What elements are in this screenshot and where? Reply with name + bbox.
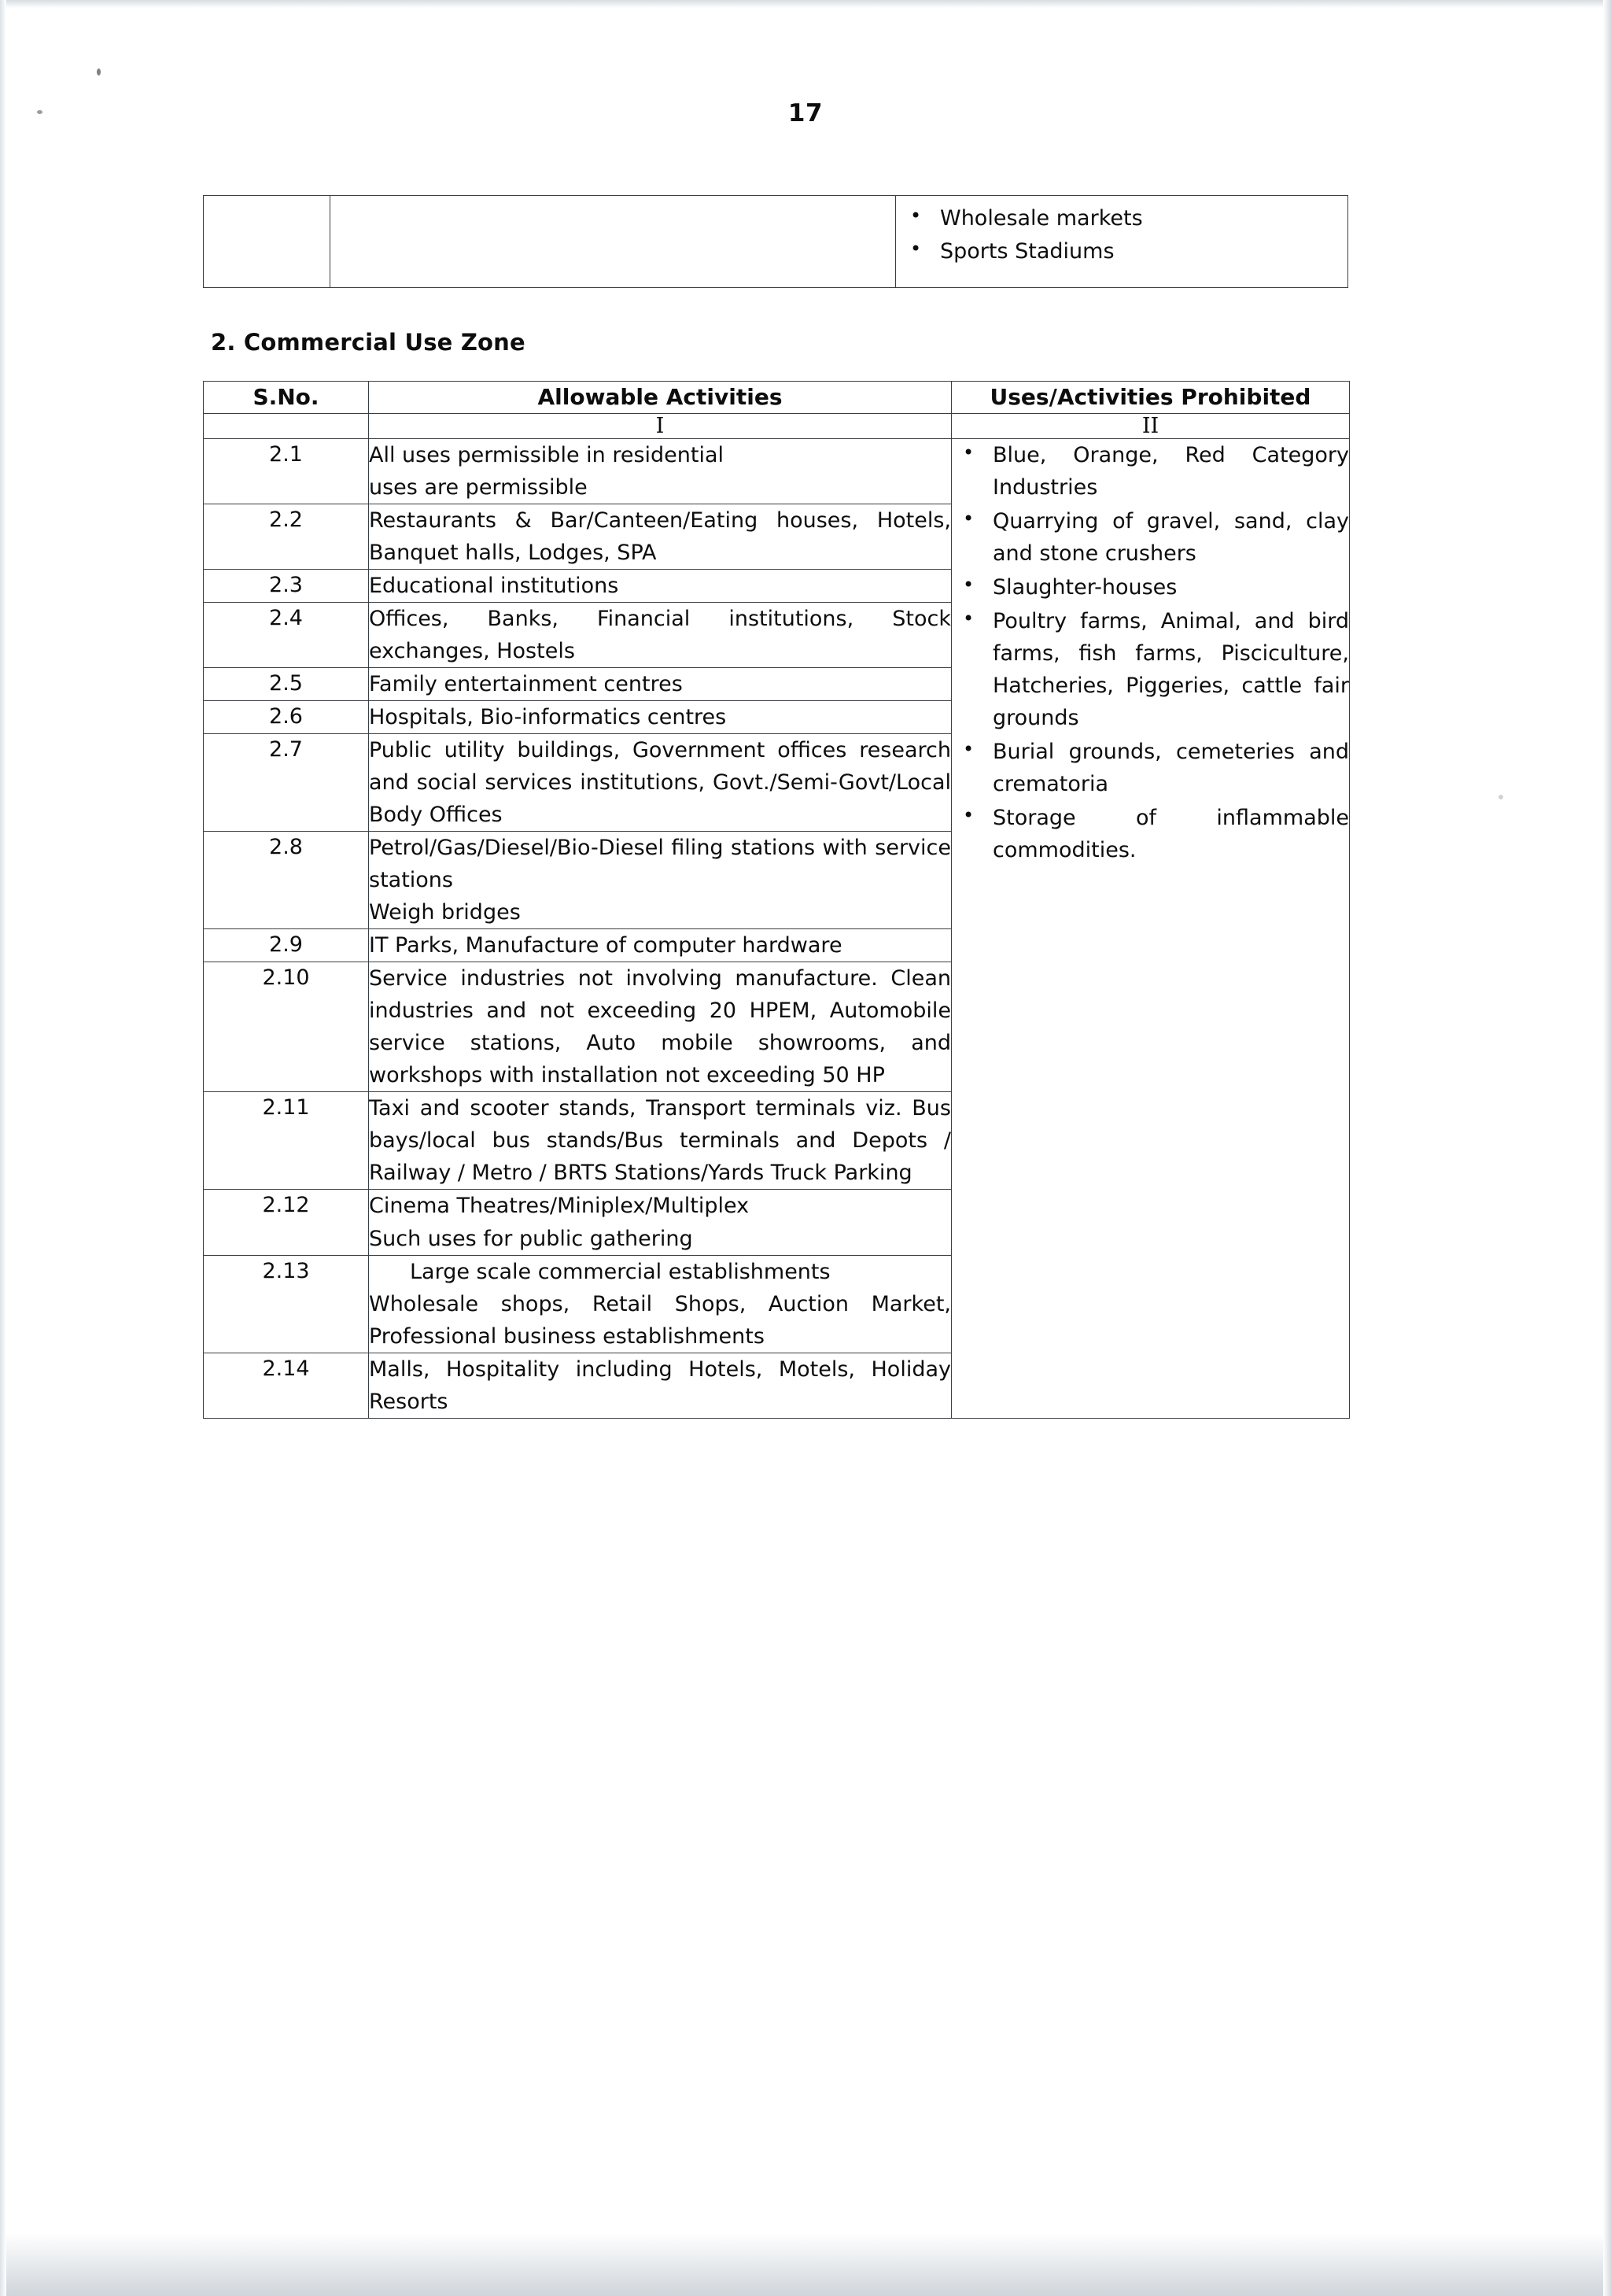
continued-table xyxy=(203,195,1348,288)
activity-line: Educational institutions xyxy=(369,573,619,598)
column-number-allowable: I xyxy=(369,413,952,438)
row-sno: 2.4 xyxy=(204,602,369,667)
scan-edge-bottom xyxy=(0,2233,1611,2296)
scan-artifact-speck xyxy=(97,68,101,76)
list-item: • Slaughter-houses xyxy=(952,571,1349,604)
activity-line: uses are permissible xyxy=(369,474,588,500)
activity-line: Restaurants & Bar/Canteen/Eating houses, Hotels, Banquet halls, Lodges, SPA xyxy=(369,508,951,565)
row-allowable-activities xyxy=(369,962,952,1092)
table-row xyxy=(204,196,1348,288)
list-item: • Quarrying of gravel, sand, clay and stone crushers xyxy=(952,505,1349,570)
table-header-row xyxy=(204,382,1350,414)
row-allowable-activities xyxy=(369,701,952,734)
activity-line: Wholesale shops, Retail Shops, Auction Market, Professional business establishments xyxy=(369,1291,951,1349)
row-allowable-activities xyxy=(369,832,952,929)
page-number: 17 xyxy=(787,99,824,127)
row-allowable-activities xyxy=(369,929,952,962)
row-allowable-activities xyxy=(369,602,952,667)
list-item: • Burial grounds, cemeteries and crematoria xyxy=(952,736,1349,800)
row-allowable-activities xyxy=(369,734,952,832)
activity-line: All uses permissible in residential xyxy=(369,442,724,467)
row-sno: 2.8 xyxy=(204,832,369,929)
activity-line: Malls, Hospitality including Hotels, Motels, Holiday Resorts xyxy=(369,1357,951,1414)
prohibited-uses-list xyxy=(952,439,1349,866)
scan-edge-top xyxy=(0,0,1611,8)
list-item: • Poultry farms, Animal, and bird farms, fish farms, Pisciculture, Hatcheries, Piggeries, cattle fair grounds xyxy=(952,605,1349,734)
scan-edge-right xyxy=(1603,0,1611,2296)
section-heading: 2. Commercial Use Zone xyxy=(211,329,525,356)
continued-sno-cell xyxy=(204,196,330,288)
table-row xyxy=(204,438,1350,504)
activity-line: Petrol/Gas/Diesel/Bio-Diesel filing stations with service stations xyxy=(369,836,951,893)
row-sno: 2.14 xyxy=(204,1353,369,1418)
row-allowable-activities xyxy=(369,438,952,504)
row-sno: 2.12 xyxy=(204,1190,369,1255)
row-sno: 2.10 xyxy=(204,962,369,1092)
column-number-prohibited: II xyxy=(952,413,1350,438)
activity-line: Offices, Banks, Financial institutions, Stock exchanges, Hostels xyxy=(369,606,951,663)
row-sno: 2.9 xyxy=(204,929,369,962)
row-sno: 2.3 xyxy=(204,569,369,602)
row-allowable-activities xyxy=(369,1190,952,1255)
row-allowable-activities xyxy=(369,667,952,700)
scan-edge-left xyxy=(0,0,6,2296)
row-sno: 2.11 xyxy=(204,1092,369,1190)
activity-line: Such uses for public gathering xyxy=(369,1226,693,1251)
list-item: • Blue, Orange, Red Category Industries xyxy=(952,439,1349,504)
activity-line: Hospitals, Bio-informatics centres xyxy=(369,705,727,729)
activity-line: IT Parks, Manufacture of computer hardware xyxy=(369,933,842,958)
row-allowable-activities xyxy=(369,504,952,569)
row-allowable-activities xyxy=(369,1255,952,1353)
activity-line: Public utility buildings, Government offices research and social services institutions, Govt./Semi-Govt/Local Body Offices xyxy=(369,738,951,828)
continued-prohibited-cell xyxy=(896,196,1348,288)
activity-line: Large scale commercial establishments xyxy=(410,1259,831,1284)
row-sno: 2.6 xyxy=(204,701,369,734)
table-column-number-row xyxy=(204,413,1350,438)
column-header-allowable: Allowable Activities xyxy=(369,382,952,414)
scan-artifact-speck xyxy=(1499,795,1503,799)
row-sno: 2.13 xyxy=(204,1255,369,1353)
list-item: • Sports Stadiums xyxy=(896,235,1347,268)
row-sno: 2.5 xyxy=(204,667,369,700)
column-header-sno: S.No. xyxy=(204,382,369,414)
list-item: • Wholesale markets xyxy=(896,202,1347,235)
activity-line: Service industries not involving manufacture. Clean industries and not exceeding 20 HPEM, Automobile service stations, Auto mobile showrooms, and workshops with installation not exceeding 50 HP xyxy=(369,966,951,1088)
continued-prohibited-list xyxy=(896,202,1347,268)
prohibited-uses-cell xyxy=(952,438,1350,1418)
activity-line: Cinema Theatres/Miniplex/Multiplex xyxy=(369,1194,750,1219)
commercial-use-zone-table xyxy=(203,381,1350,1419)
activity-line: Weigh bridges xyxy=(369,900,521,925)
row-allowable-activities xyxy=(369,569,952,602)
column-number-sno xyxy=(204,413,369,438)
activity-line: Taxi and scooter stands, Transport terminals viz. Bus bays/local bus stands/Bus terminals and Depots / Railway / Metro / BRTS Stations/Yards Truck Parking xyxy=(369,1096,951,1186)
continued-allowable-cell xyxy=(330,196,896,288)
list-item: • Storage of inflammable commodities. xyxy=(952,802,1349,866)
activity-line: Family entertainment centres xyxy=(369,671,683,696)
row-sno: 2.7 xyxy=(204,734,369,832)
row-sno: 2.2 xyxy=(204,504,369,569)
row-allowable-activities xyxy=(369,1092,952,1190)
row-allowable-activities xyxy=(369,1353,952,1418)
column-header-prohibited: Uses/Activities Prohibited xyxy=(952,382,1350,414)
row-sno: 2.1 xyxy=(204,438,369,504)
